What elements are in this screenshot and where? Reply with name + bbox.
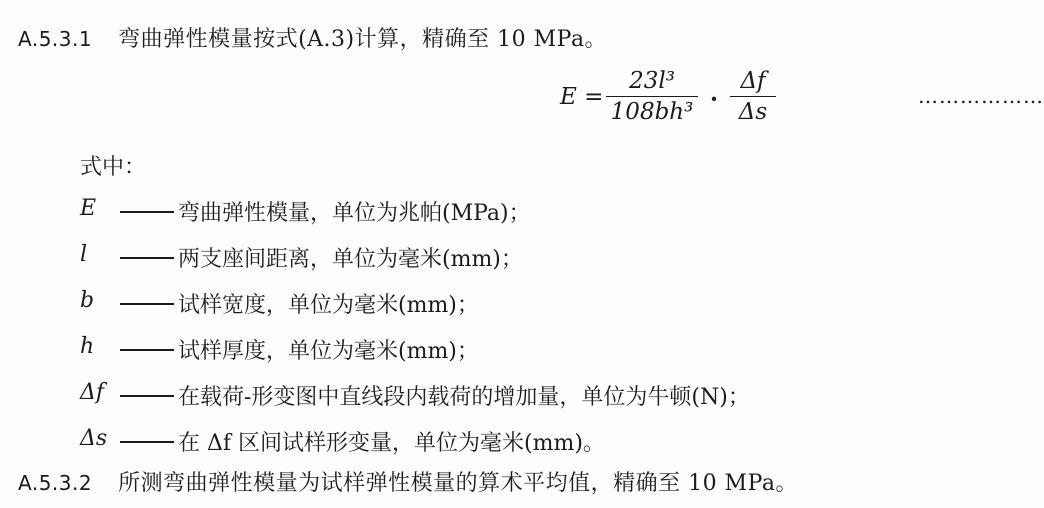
em-dash — [120, 257, 174, 259]
clause-number: A.5.3.2 — [18, 471, 93, 495]
clause-a531 — [18, 22, 607, 53]
em-dash — [120, 211, 174, 213]
definition-desc — [120, 334, 479, 365]
definition-symbol: l — [80, 242, 88, 267]
multiply-operator: · — [710, 86, 719, 113]
definition-text: 在载荷-形变图中直线段内载荷的增加量，单位为牛顿(N)； — [178, 385, 750, 410]
modulus-formula — [560, 66, 820, 136]
fraction-geometry — [606, 68, 698, 125]
definition-text: 试样厚度，单位为毫米(mm)； — [178, 339, 479, 364]
formula-lhs: E = — [560, 84, 604, 110]
fraction-load-deflection — [730, 68, 776, 125]
definition-desc — [120, 380, 750, 411]
definition-text: 两支座间距离，单位为毫米(mm)； — [178, 247, 523, 272]
definition-symbol: h — [80, 334, 95, 359]
definition-symbol: Δf — [80, 380, 105, 405]
fraction-denominator: Δs — [738, 99, 768, 125]
definition-desc — [120, 196, 531, 227]
clause-text: 弯曲弹性模量按式(A.3)计算，精确至 10 MPa。 — [118, 27, 608, 52]
where-label: 式中： — [80, 155, 147, 180]
em-dash — [120, 349, 174, 351]
em-dash — [120, 441, 174, 443]
definition-symbol: E — [80, 196, 97, 221]
definition-desc — [120, 242, 523, 273]
definition-desc — [120, 426, 605, 457]
clause-number: A.5.3.1 — [18, 27, 93, 51]
equation-leader-dots: ……………… — [918, 84, 1044, 108]
definition-text: 试样宽度，单位为毫米(mm)； — [178, 293, 479, 318]
fraction-numerator: 23l³ — [606, 68, 698, 97]
definition-text: 在 Δf 区间试样形变量，单位为毫米(mm)。 — [178, 431, 605, 456]
fraction-denominator: 108bh³ — [610, 99, 694, 125]
clause-text: 所测弯曲弹性模量为试样弹性模量的算术平均值，精确至 10 MPa。 — [118, 471, 799, 496]
em-dash — [120, 303, 174, 305]
definition-desc — [120, 288, 479, 319]
definition-symbol: Δs — [80, 426, 108, 451]
definition-text: 弯曲弹性模量，单位为兆帕(MPa)； — [178, 201, 531, 226]
clause-a532 — [18, 466, 798, 497]
definition-symbol: b — [80, 288, 95, 313]
fraction-numerator: Δf — [730, 68, 776, 97]
em-dash — [120, 395, 174, 397]
